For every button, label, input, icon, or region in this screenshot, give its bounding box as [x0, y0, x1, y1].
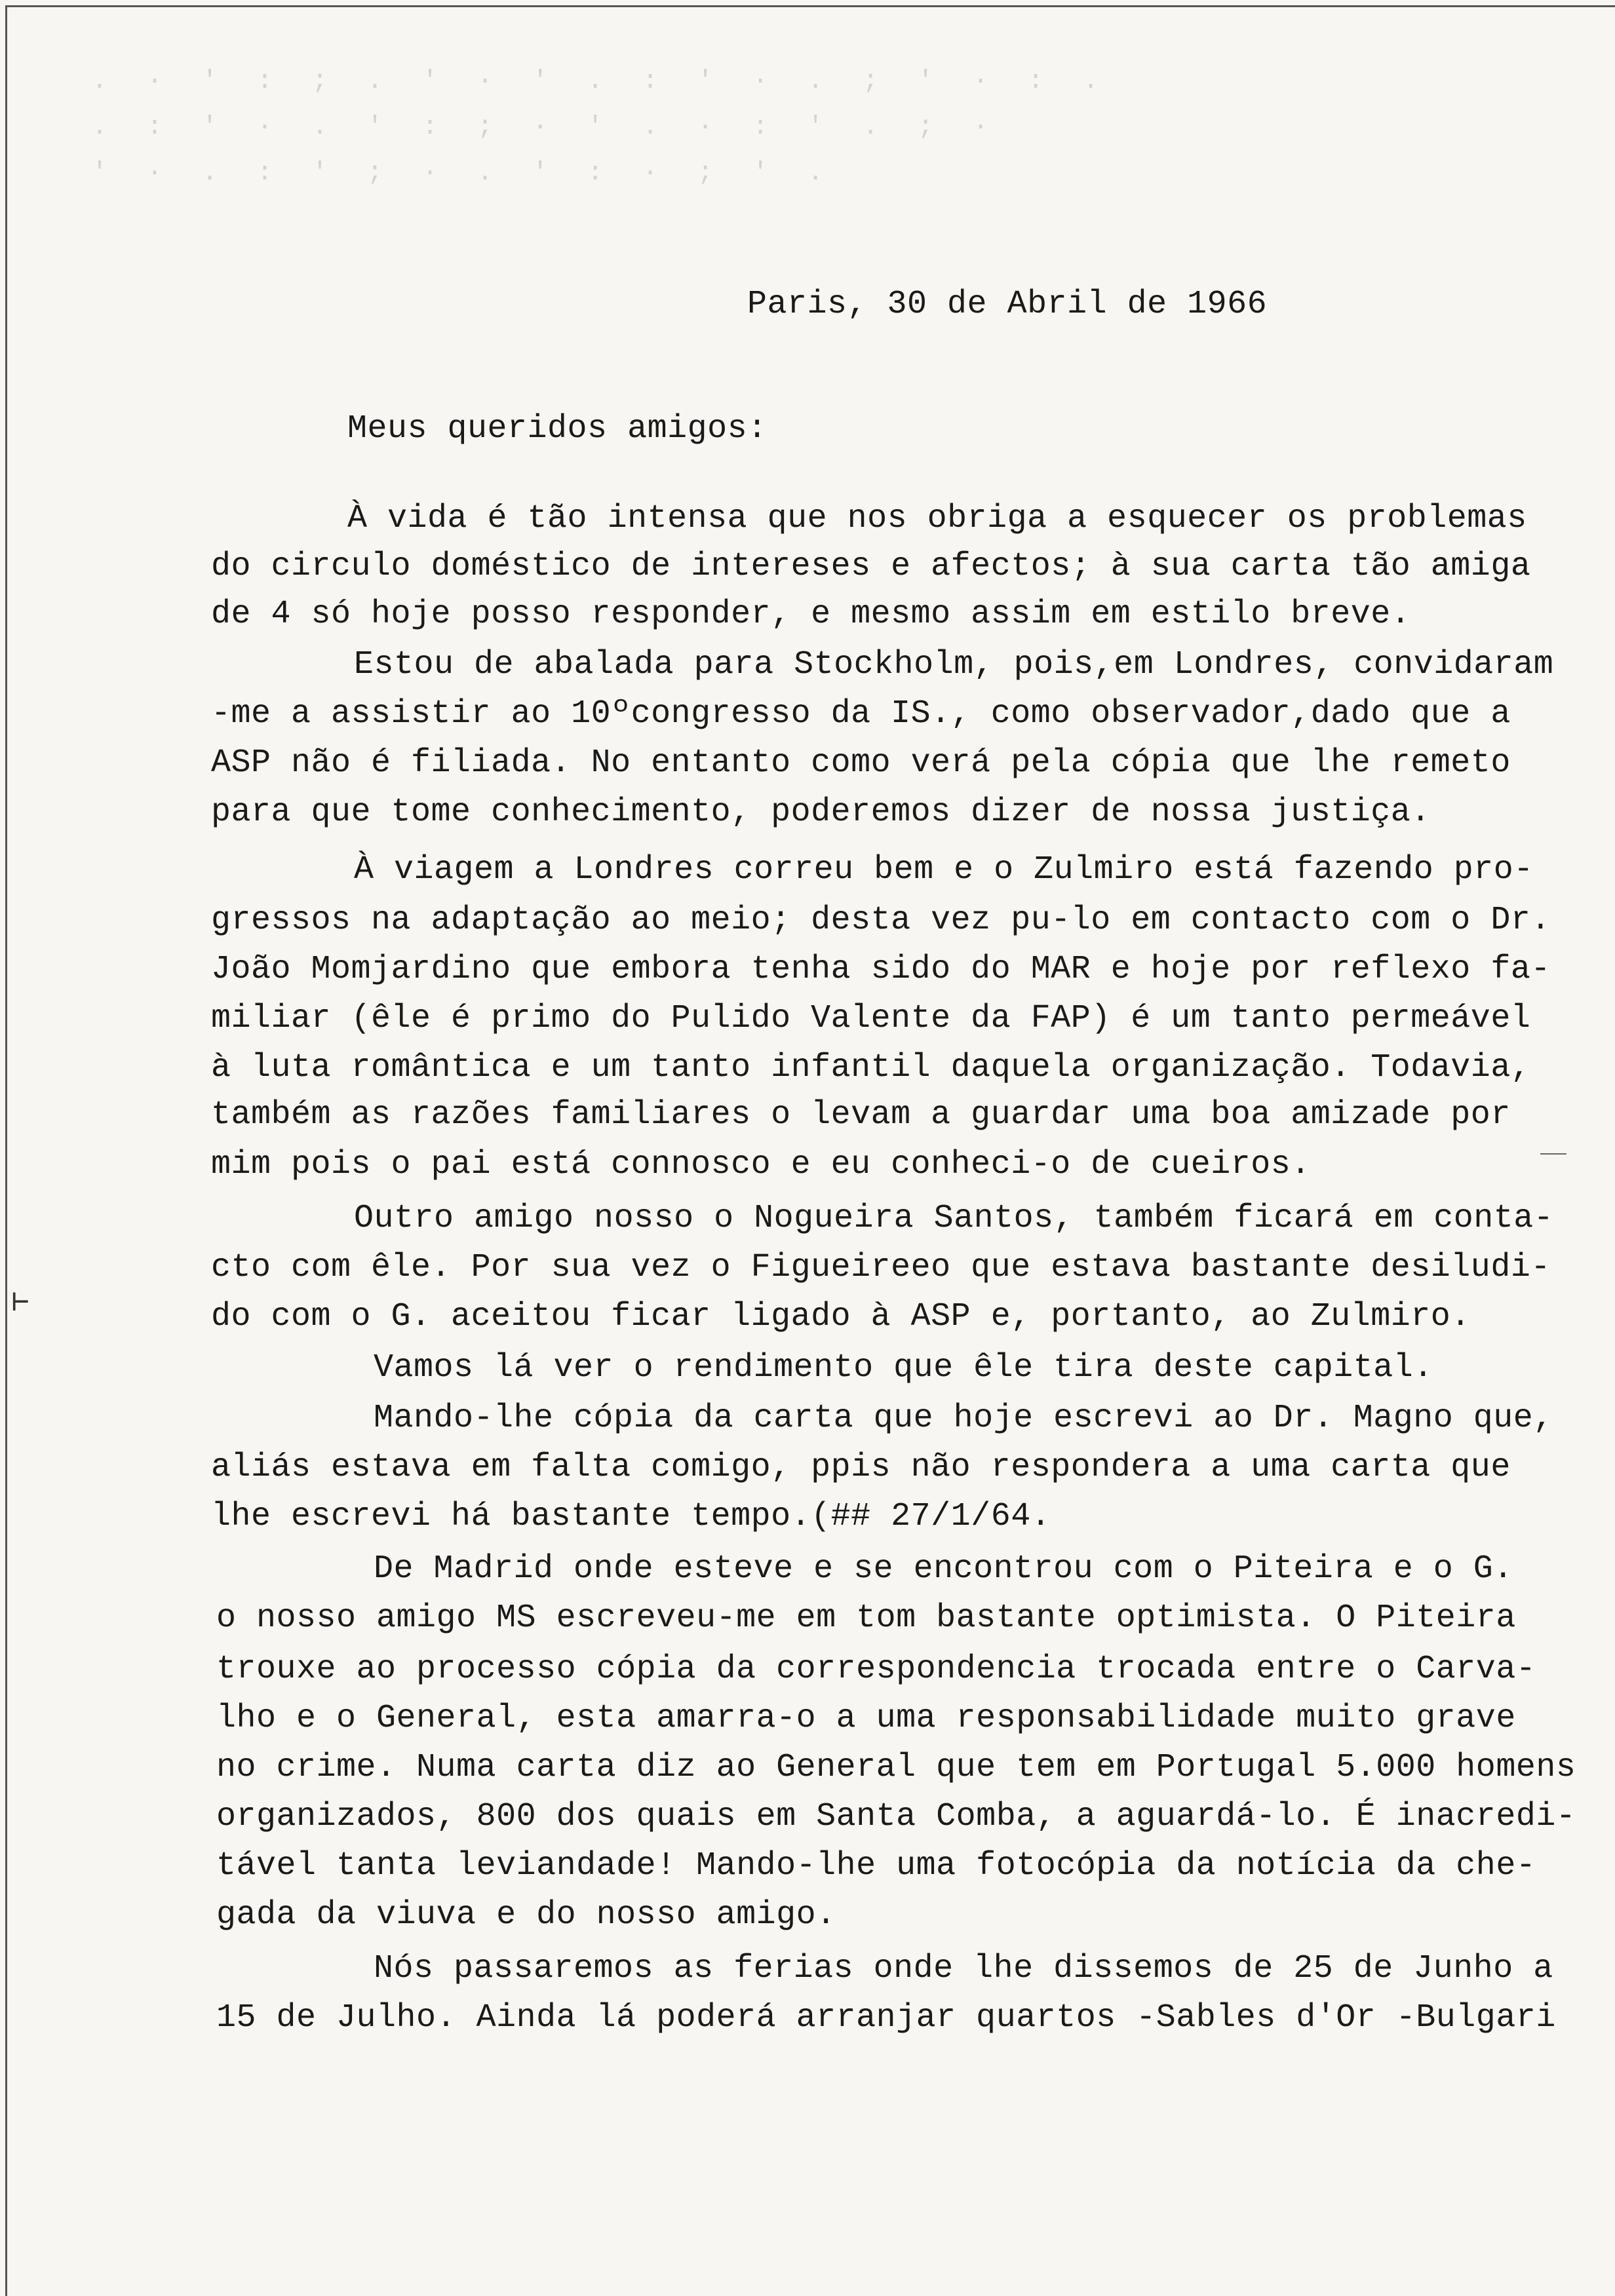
salutation: Meus queridos amigos:	[347, 410, 768, 448]
body-line: do circulo doméstico de intereses e afectos; à sua carta tão amiga	[211, 548, 1531, 585]
right-margin-dash	[1540, 1153, 1566, 1155]
date-line: Paris, 30 de Abril de 1966	[747, 286, 1268, 323]
body-line: no crime. Numa carta diz ao General que tem em Portugal 5.000 homens	[216, 1749, 1576, 1786]
body-line: ASP não é filiada. No entanto como verá pela cópia que lhe remeto	[211, 744, 1511, 782]
left-margin-mark: ⊢	[12, 1287, 29, 1320]
body-line: De Madrid onde esteve e se encontrou com o Piteira e o G.	[374, 1550, 1513, 1588]
body-line: -me a assistir ao 10ºcongresso da IS., como observador,dado que a	[211, 695, 1511, 733]
body-line: João Momjardino que embora tenha sido do MAR e hoje por reflexo fa-	[211, 951, 1551, 988]
body-line: aliás estava em falta comigo, ppis não respondera a uma carta que	[211, 1449, 1511, 1486]
body-line: trouxe ao processo cópia da correspondencia trocada entre o Carva-	[216, 1651, 1536, 1688]
body-line: À vida é tão intensa que nos obriga a esquecer os problemas	[347, 500, 1527, 537]
body-line: organizados, 800 dos quais em Santa Comba, a aguardá-lo. É inacredi-	[216, 1798, 1576, 1835]
body-line: o nosso amigo MS escreveu-me em tom bastante optimista. O Piteira	[216, 1599, 1516, 1637]
body-line: também as razões familiares o levam a guardar uma boa amizade por	[211, 1096, 1511, 1134]
body-line: Vamos lá ver o rendimento que êle tira deste capital.	[374, 1349, 1433, 1387]
body-line: do com o G. aceitou ficar ligado à ASP e, portanto, ao Zulmiro.	[211, 1298, 1471, 1335]
faded-bleed-through-text: . · ' : ; . ' · ' . : ' · . ; ' · : . . : ' · . ' : ; · ' . · : ' . ; · ' · . : ' ; · . ' : · ; ' .	[92, 67, 1111, 188]
body-line: Estou de abalada para Stockholm, pois,em Londres, convidaram	[354, 646, 1554, 683]
body-line: lhe escrevi há bastante tempo.(## 27/1/64.	[211, 1498, 1051, 1535]
body-line: À viagem a Londres correu bem e o Zulmiro está fazendo pro-	[354, 851, 1534, 889]
body-line: tável tanta leviandade! Mando-lhe uma fotocópia da notícia da che-	[216, 1847, 1536, 1885]
body-line: lho e o General, esta amarra-o a uma responsabilidade muito grave	[216, 1700, 1516, 1737]
body-line: para que tome conhecimento, poderemos dizer de nossa justiça.	[211, 794, 1431, 831]
body-line: miliar (êle é primo do Pulido Valente da FAP) é um tanto permeável	[211, 1000, 1531, 1037]
body-line: gada da viuva e do nosso amigo.	[216, 1896, 836, 1934]
body-line: Outro amigo nosso o Nogueira Santos, também ficará em conta-	[354, 1200, 1554, 1237]
body-line: 15 de Julho. Ainda lá poderá arranjar quartos -Sables d'Or -Bulgari	[216, 1999, 1556, 2037]
body-line: gressos na adaptação ao meio; desta vez pu-lo em contacto com o Dr.	[211, 902, 1551, 939]
body-line: cto com êle. Por sua vez o Figueireeo que estava bastante desiludi-	[211, 1249, 1551, 1286]
body-line: à luta romântica e um tanto infantil daquela organização. Todavia,	[211, 1049, 1531, 1086]
body-line: Mando-lhe cópia da carta que hoje escrevi ao Dr. Magno que,	[374, 1400, 1553, 1437]
body-line: mim pois o pai está connosco e eu conheci-o de cueiros.	[211, 1146, 1311, 1183]
body-line: Nós passaremos as ferias onde lhe dissemos de 25 de Junho a	[374, 1950, 1553, 1987]
body-line: de 4 só hoje posso responder, e mesmo assim em estilo breve.	[211, 596, 1411, 633]
